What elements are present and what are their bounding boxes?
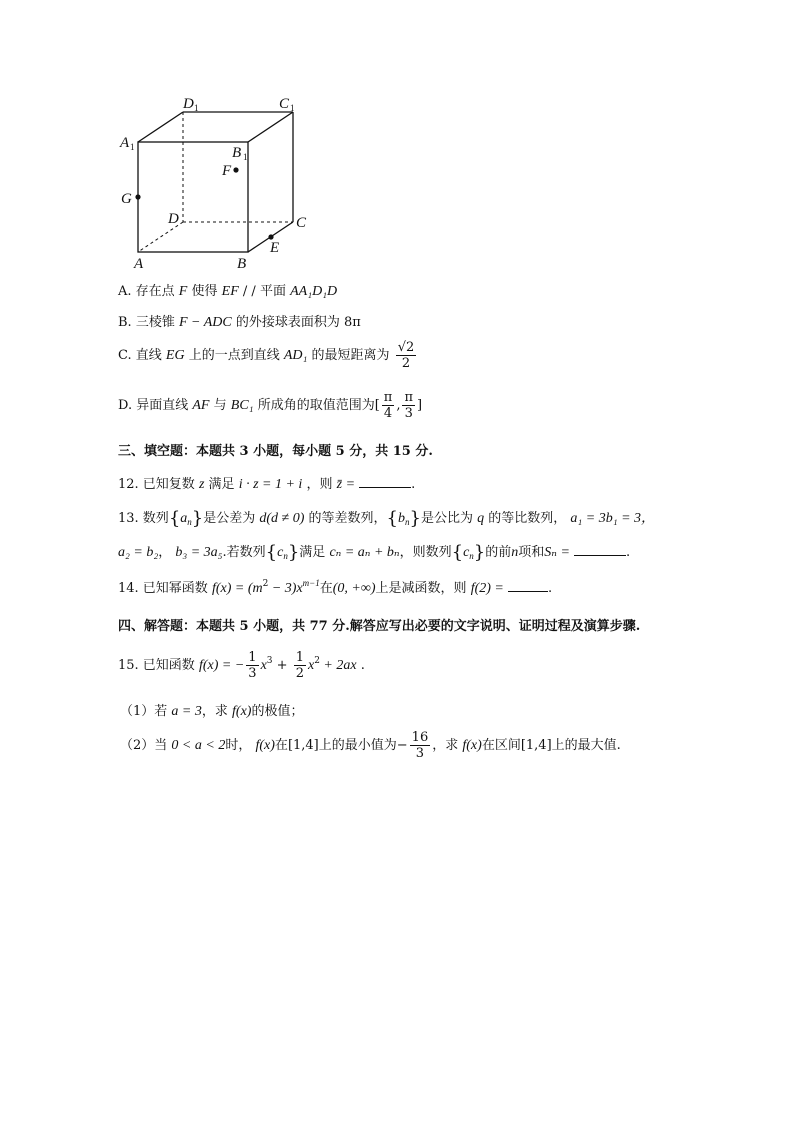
q15-pow-3: 3 bbox=[266, 656, 273, 666]
option-c-fraction bbox=[396, 340, 417, 371]
option-b-value: 8π bbox=[344, 315, 361, 330]
q14-interval: (0, +∞) bbox=[332, 581, 376, 596]
q13-brace-a-open: { bbox=[168, 508, 181, 529]
label-c1-sub: 1 bbox=[290, 103, 295, 113]
option-d-open-bracket: [ bbox=[374, 398, 380, 413]
q13-answer-blank[interactable] bbox=[574, 543, 626, 556]
q14-fx-mid: − 3)x bbox=[268, 581, 303, 596]
q15-frac-2 bbox=[294, 650, 306, 681]
option-d-tail: 所成角的取值范围为 bbox=[257, 398, 375, 413]
q15-x2: x bbox=[307, 658, 315, 673]
q14-square: 2 bbox=[262, 579, 269, 589]
label-b: B bbox=[237, 256, 247, 272]
option-d-close-bracket: ] bbox=[417, 398, 423, 413]
q13-bn-sub: n bbox=[405, 517, 410, 527]
option-c-tail: 的最短距离为 bbox=[311, 348, 390, 363]
q13-n: n bbox=[511, 545, 519, 560]
label-e: E bbox=[270, 240, 280, 256]
question-15 bbox=[118, 650, 365, 681]
option-b-pyramid: F − ADC bbox=[178, 315, 232, 330]
q13-cn-sub: n bbox=[283, 551, 288, 561]
section-4-heading: 四、解答题：本题共 5 小题，共 77 分.解答应写出必要的文字说明、证明过程及演算步骤. bbox=[118, 619, 641, 634]
q15-2-text-5: 在区间 bbox=[481, 738, 521, 753]
q15-2-cond: 0 < a < 2 bbox=[171, 738, 226, 753]
q14-answer-blank[interactable] bbox=[508, 579, 548, 592]
q15-frac-1-num: 1 bbox=[248, 650, 257, 665]
q13-cdef: cₙ = aₙ + bₙ bbox=[329, 545, 400, 560]
option-c-line1: EG bbox=[165, 348, 185, 363]
q13-brace-c2-close: } bbox=[473, 542, 486, 563]
q13-text-5: 的等比数列， bbox=[488, 511, 567, 526]
q15-pow-2: 2 bbox=[314, 656, 320, 666]
option-d bbox=[118, 390, 422, 421]
q13-cn-2: c bbox=[463, 545, 470, 560]
q13-text-4: 是公比为 bbox=[420, 511, 473, 526]
option-c-prefix: C. 直线 bbox=[118, 348, 162, 363]
q15-2-interval-2: [1,4] bbox=[520, 738, 552, 753]
q15-2-text-6: 上的最大值. bbox=[551, 738, 621, 753]
q13-sn: Sₙ = bbox=[544, 545, 570, 560]
question-15-part-2 bbox=[120, 730, 621, 761]
option-d-fraction-1 bbox=[382, 390, 395, 421]
q15-1-text-2: 的极值； bbox=[251, 704, 304, 719]
q15-frac-2-num: 1 bbox=[295, 650, 304, 665]
q13-text-2: 是公差为 bbox=[203, 511, 256, 526]
q13-brace-c2-open: { bbox=[451, 542, 464, 563]
option-d-den-2: 3 bbox=[404, 406, 413, 421]
option-c-line2: AD₁ bbox=[283, 348, 308, 363]
label-b1-sub: 1 bbox=[243, 152, 248, 162]
label-a1: A bbox=[120, 135, 130, 151]
q13-period: . bbox=[626, 545, 631, 560]
option-d-text: 与 bbox=[213, 398, 227, 413]
option-a-line: EF bbox=[221, 284, 239, 299]
q15-text-1: 15. 已知函数 bbox=[118, 658, 195, 673]
label-d1-sub: 1 bbox=[194, 103, 199, 113]
q15-2-text-4: ，求 bbox=[432, 738, 459, 753]
label-f: F bbox=[222, 163, 232, 179]
q15-1-label: （1）若 bbox=[120, 704, 168, 719]
q12-text-2: 满足 bbox=[208, 477, 235, 492]
option-a-text: 使得 bbox=[191, 284, 218, 299]
cube-figure bbox=[110, 90, 340, 275]
q13-bn: b bbox=[398, 511, 405, 526]
q13-text-1: 13. 数列 bbox=[118, 511, 169, 526]
section-3-heading: 三、填空题：本题共 3 小题，每小题 5 分，共 15 分. bbox=[118, 444, 433, 459]
q15-2-frac-den: 3 bbox=[415, 746, 425, 761]
q15-2-frac-num: 16 bbox=[411, 730, 429, 745]
q12-period: . bbox=[411, 477, 416, 492]
q15-2-f: f(x) bbox=[255, 738, 275, 753]
q15-1-cond: a = 3 bbox=[171, 704, 202, 719]
label-a: A bbox=[134, 256, 144, 272]
q15-x3: x bbox=[260, 658, 267, 673]
q12-answer-blank[interactable] bbox=[359, 475, 411, 488]
option-b-text: 的外接球表面积为 bbox=[235, 315, 340, 330]
q15-1-text-1: ，求 bbox=[201, 704, 228, 719]
q14-text-1: 14. 已知幂函数 bbox=[118, 581, 208, 596]
q14-fx: f(x) = (m bbox=[211, 581, 263, 596]
label-g: G bbox=[121, 191, 132, 207]
q12-z: z bbox=[198, 477, 205, 492]
option-d-comma: , bbox=[396, 398, 401, 413]
q15-2-text-3: 上的最小值为− bbox=[318, 738, 408, 753]
option-d-line1: AF bbox=[192, 398, 210, 413]
option-d-num-1: π bbox=[383, 390, 393, 405]
option-c bbox=[118, 340, 418, 371]
question-13-line-1 bbox=[118, 507, 655, 529]
q14-period: . bbox=[548, 581, 553, 596]
option-d-num-2: π bbox=[404, 390, 414, 405]
q14-text-3: 上是减函数，则 bbox=[375, 581, 467, 596]
q13-brace-a-close: } bbox=[191, 508, 204, 529]
q12-text-1: 12. 已知复数 bbox=[118, 477, 195, 492]
q13-text-9: ，则数列 bbox=[399, 545, 452, 560]
option-a-plane: AA₁D₁D bbox=[290, 284, 338, 299]
q13-brace-c-open: { bbox=[265, 542, 278, 563]
q15-period: . bbox=[360, 658, 365, 673]
option-a bbox=[118, 280, 337, 300]
q13-cond-1: a₁ = 3b₁ = 3， bbox=[570, 511, 656, 526]
q15-lhs: f(x) = − bbox=[198, 658, 245, 673]
q12-zbar: z̄ = bbox=[336, 477, 356, 492]
option-b bbox=[118, 311, 361, 331]
q15-frac-2-den: 2 bbox=[295, 666, 304, 681]
label-a1-sub: 1 bbox=[130, 142, 135, 152]
q13-text-11: 项和 bbox=[518, 545, 545, 560]
option-a-prefix: A. 存在点 bbox=[118, 284, 175, 299]
q14-f2: f(2) = bbox=[470, 581, 504, 596]
option-a-point: F bbox=[178, 284, 188, 299]
question-15-part-1 bbox=[120, 700, 303, 720]
q15-frac-1-den: 3 bbox=[248, 666, 257, 681]
option-d-den-1: 4 bbox=[383, 406, 393, 421]
q13-an: a bbox=[180, 511, 188, 526]
label-d1: D bbox=[183, 96, 194, 112]
option-c-numerator: √2 bbox=[397, 340, 415, 355]
q13-cond-3: b₃ = 3a₅ bbox=[175, 545, 223, 560]
q15-rest: + 2ax bbox=[319, 658, 357, 673]
q15-plus: + bbox=[272, 658, 292, 673]
q13-text-3: 的等差数列， bbox=[308, 511, 387, 526]
point-f bbox=[233, 167, 238, 172]
q13-q: q bbox=[477, 511, 485, 526]
q13-cn: c bbox=[277, 545, 284, 560]
question-12 bbox=[118, 473, 415, 493]
q15-2-text-1: 时， bbox=[225, 738, 252, 753]
label-b1: B bbox=[232, 145, 242, 161]
q13-text-8: 满足 bbox=[299, 545, 326, 560]
q14-text-2: 在 bbox=[319, 581, 333, 596]
q13-d: d(d ≠ 0) bbox=[259, 511, 305, 526]
q14-exponent: m−1 bbox=[302, 578, 320, 588]
option-b-prefix: B. 三棱锥 bbox=[118, 315, 175, 330]
option-d-prefix: D. 异面直线 bbox=[118, 398, 189, 413]
q13-cond-2: a₂ = b₂ bbox=[118, 545, 159, 560]
q13-brace-b-open: { bbox=[386, 508, 398, 529]
option-d-fraction-2 bbox=[402, 390, 415, 421]
q13-brace-b-close: } bbox=[409, 508, 421, 529]
q13-text-10: 的前 bbox=[485, 545, 512, 560]
q13-text-7: .若数列 bbox=[222, 545, 266, 560]
question-14 bbox=[118, 577, 552, 597]
point-g bbox=[135, 194, 140, 199]
q15-2-text-2: 在 bbox=[274, 738, 288, 753]
q15-2-f2: f(x) bbox=[462, 738, 482, 753]
question-13-line-2 bbox=[118, 541, 630, 563]
label-c1: C bbox=[279, 96, 290, 112]
point-e bbox=[268, 234, 273, 239]
q12-equation: i · z = 1 + i bbox=[238, 477, 303, 492]
q12-text-3: ，则 bbox=[306, 477, 333, 492]
label-c: C bbox=[296, 215, 307, 231]
q15-2-interval: [1,4] bbox=[287, 738, 319, 753]
q13-an-sub: n bbox=[187, 517, 192, 527]
option-d-line2: BC₁ bbox=[230, 398, 254, 413]
option-c-denominator: 2 bbox=[401, 356, 411, 371]
option-a-plane-word: 平面 bbox=[259, 284, 286, 299]
option-c-text: 上的一点到直线 bbox=[188, 348, 280, 363]
label-d: D bbox=[168, 211, 179, 227]
q15-2-label: （2）当 bbox=[120, 738, 168, 753]
q15-1-f: f(x) bbox=[232, 704, 252, 719]
q13-cn-2-sub: n bbox=[469, 551, 474, 561]
q15-2-fraction bbox=[410, 730, 431, 761]
option-a-parallel: / / bbox=[242, 284, 260, 299]
q13-brace-c-close: } bbox=[287, 542, 300, 563]
q13-text-6: ， bbox=[158, 545, 172, 560]
q15-frac-1 bbox=[246, 650, 258, 681]
